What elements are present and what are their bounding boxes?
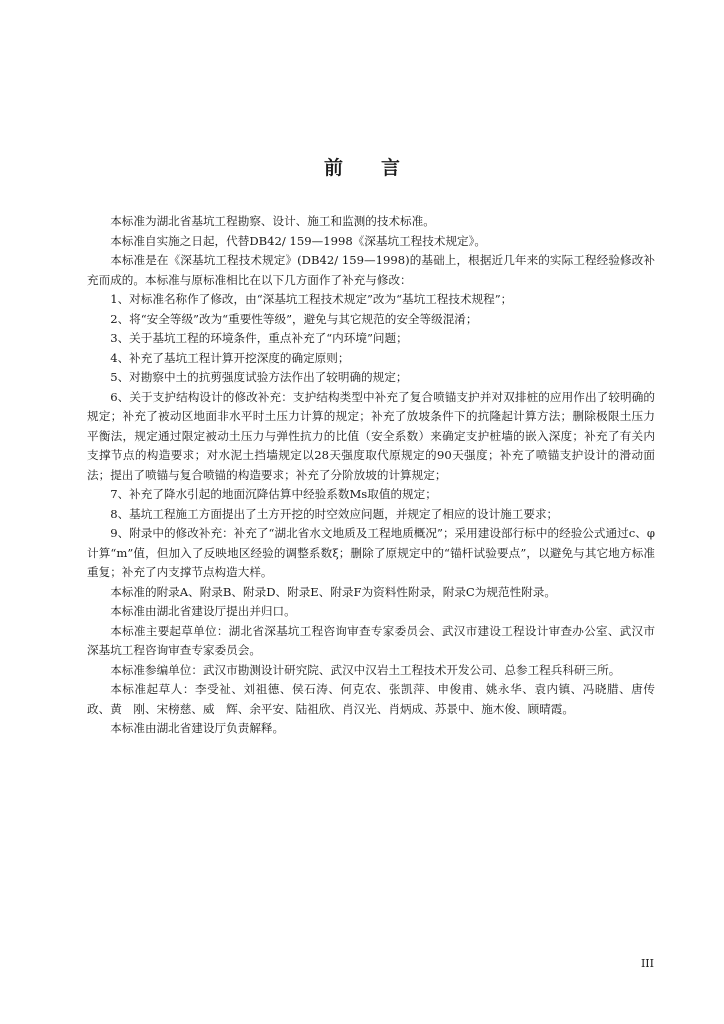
page-title: 前言 bbox=[323, 157, 438, 179]
paragraph-main-drafters: 本标准主要起草单位：湖北省深基坑工程咨询审查专家委员会、武汉市建设工程设计审查办公室、武汉市深基坑工程咨询审查专家委员会。 bbox=[87, 623, 655, 657]
list-item-8: 8、基坑工程施工方面提出了土方开挖的时空效应问题，并规定了相应的设计施工要求； bbox=[110, 506, 559, 521]
list-item-3: 3、关于基坑工程的环境条件，重点补充了“内环境”问题； bbox=[110, 331, 408, 345]
paragraph-authors: 本标准起草人：李受祉、刘祖德、侯石涛、何克农、张凯萍、申俊甫、姚永华、袁内镇、冯晓腊、唐传政、黄 刚、宋榜慈、威 辉、余平安、陆祖欣、肖汉光、肖炳成、苏景中、施木俊、顾晴霞。 bbox=[87, 682, 655, 716]
list-item-9: 9、附录中的修改补充：补充了“湖北省水文地质及工程地质概况”；采用建设部行标中的经验公式通过c、φ计算“m”值，但加入了反映地区经验的调整系数ξ；删除了原规定中的“锚杆试验要点”，以避免与其它地方标准重复；补充了内支撑节点构造大样。 bbox=[87, 526, 655, 579]
paragraph-revision-basis: 本标准是在《深基坑工程技术规定》(DB42/ 159—1998)的基础上，根据近几年来的实际工程经验修改补充而成的。本标准与原标准相比在以下几方面作了补充与修改： bbox=[87, 253, 655, 287]
page-number: III bbox=[640, 957, 654, 970]
list-item-2: 2、将“安全等级”改为“重要性等级”，避免与其它规范的安全等级混淆； bbox=[110, 311, 478, 326]
paragraph-proposer: 本标准由湖北省建设厅提出并归口。 bbox=[110, 604, 296, 618]
list-item-4: 4、补充了基坑工程计算开挖深度的确定原则； bbox=[110, 350, 350, 365]
list-item-5: 5、对勘察中土的抗剪强度试验方法作出了较明确的规定； bbox=[110, 370, 408, 384]
paragraph-interpretation: 本标准由湖北省建设厅负责解释。 bbox=[110, 721, 285, 735]
list-item-1: 1、对标准名称作了修改，由“深基坑工程技术规定”改为“基坑工程技术规程”； bbox=[110, 292, 513, 306]
paragraph-participants: 本标准参编单位：武汉市勘测设计研究院、武汉中汉岩土工程技术开发公司、总参工程兵科研三所。 bbox=[110, 662, 621, 677]
paragraph-appendices: 本标准的附录A、附录B、附录D、附录E、附录F为资料性附录，附录C为规范性附录。 bbox=[110, 584, 556, 599]
paragraph-scope: 本标准为湖北省基坑工程勘察、设计、施工和监测的技术标准。 bbox=[110, 214, 435, 228]
paragraph-supersedes: 本标准自实施之日起，代替DB42/ 159—1998《深基坑工程技术规定》。 bbox=[110, 233, 487, 248]
list-item-7: 7、补充了降水引起的地面沉降估算中经验系数Ms取值的规定； bbox=[110, 487, 437, 501]
preface-body bbox=[87, 212, 655, 739]
list-item-6: 6、关于支护结构设计的修改补充：支护结构类型中补充了复合喷锚支护并对双排桩的应用作出了较明确的规定；补充了被动区地面非水平时土压力计算的规定；补充了放坡条件下的抗隆起计算方法；删除极限土压力平衡法，规定通过限定被动土压力与弹性抗力的比值（安全系数）来确定支护桩墙的嵌入深度；补充了有关内支撑节点的构造要求；对水泥土挡墙规定以28天强度取代原规定的90天强度；补充了喷锚支护设计的滑动面法；提出了喷锚与复合喷锚的构造要求；补充了分阶放坡的计算规定； bbox=[87, 389, 655, 482]
